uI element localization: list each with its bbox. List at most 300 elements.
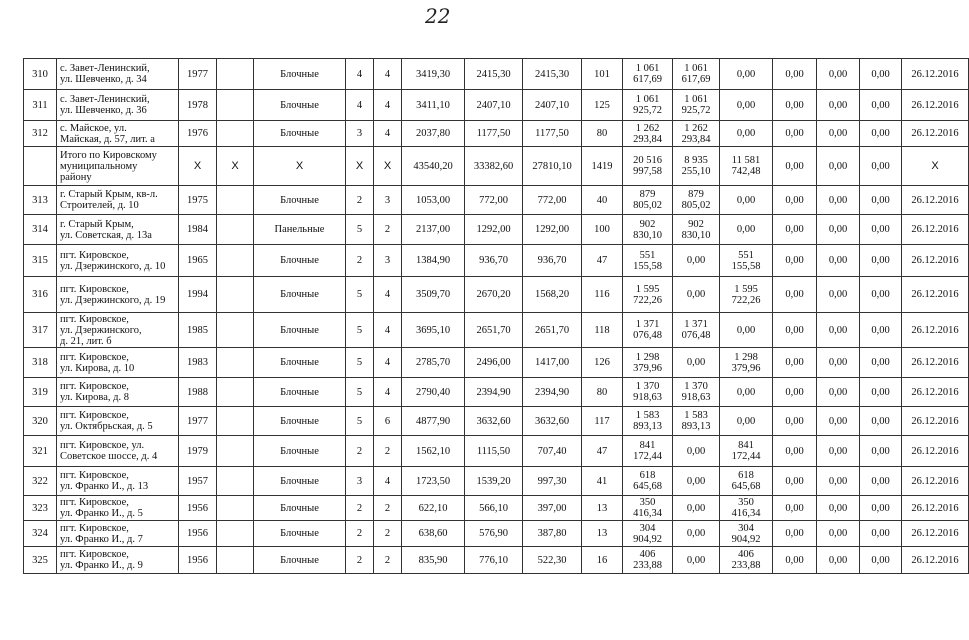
cell-material — [254, 59, 346, 90]
cell-year-value: 1965 — [187, 255, 208, 266]
cell-fund-1 — [673, 90, 720, 121]
cell-fund-3-value: 0,00 — [785, 475, 804, 487]
cell-total-area-value: 1562,10 — [415, 445, 451, 457]
cell-fund-3 — [773, 407, 817, 436]
cell-year-value: 1956 — [187, 502, 208, 514]
cell-residential-area — [523, 277, 582, 313]
cell-fund-2-line: 0,00 — [736, 99, 756, 111]
cell-year — [179, 186, 217, 215]
cell-entrances-value: 4 — [384, 289, 391, 300]
cell-floors — [346, 467, 374, 496]
cell-fund-5 — [860, 378, 902, 407]
cell-total-area — [402, 378, 465, 407]
cell-fund-3 — [773, 378, 817, 407]
cell-address — [57, 378, 179, 407]
cell-fund-1-line: 076,48 — [681, 330, 711, 341]
cell-empty — [217, 313, 254, 348]
cell-fund-4-value: 0,00 — [828, 475, 848, 487]
cell-number — [24, 547, 57, 574]
cell-date — [902, 90, 969, 121]
cell-entrances-value: 4 — [384, 324, 391, 336]
cell-entrances — [374, 245, 402, 277]
cell-total-area-value: 3695,10 — [415, 324, 451, 336]
cell-cost-line: 997,58 — [633, 166, 662, 177]
cell-year — [179, 348, 217, 378]
cell-address-line: району — [60, 171, 92, 183]
cell-residential-area-value: 522,30 — [537, 554, 567, 566]
cell-date — [902, 407, 969, 436]
cell-cost — [623, 436, 673, 467]
cell-material-value: X — [295, 159, 304, 172]
cell-living-area — [465, 147, 523, 186]
cell-address-line: с. Завет-Ленинский, — [60, 63, 150, 74]
cell-fund-3-value: 0,00 — [785, 99, 804, 111]
cell-material-value: Блочные — [280, 386, 319, 398]
cell-address — [57, 436, 179, 467]
cell-cost-line: 1 595 — [635, 283, 660, 295]
cell-year — [179, 496, 217, 521]
cell-empty — [217, 245, 254, 277]
cell-date — [902, 277, 969, 313]
cell-number-value: 317 — [32, 324, 48, 336]
cell-fund-2-line: 0,00 — [736, 224, 756, 235]
cell-residents — [582, 215, 623, 245]
cell-fund-1 — [673, 186, 720, 215]
cell-cost — [623, 90, 673, 121]
cell-residential-area — [523, 121, 582, 147]
cell-number — [24, 407, 57, 436]
cell-date — [902, 313, 969, 348]
cell-fund-2 — [720, 59, 773, 90]
cell-cost-line: 617,69 — [633, 74, 662, 85]
cell-address-line: пгт. Кировское, — [60, 470, 129, 481]
cell-address-line: ул. Франко И., д. 9 — [60, 560, 143, 571]
cell-number-value: 313 — [32, 194, 48, 206]
cell-material — [254, 277, 346, 313]
cell-address — [57, 467, 179, 496]
cell-fund-4-value: 0,00 — [828, 445, 848, 457]
cell-fund-3-value: 0,00 — [785, 528, 804, 539]
table-row — [24, 348, 969, 378]
table-row — [24, 215, 969, 245]
cell-residents-value: 40 — [596, 194, 608, 206]
cell-cost-line: 879 — [639, 189, 656, 200]
cell-residential-area — [523, 313, 582, 348]
table-row — [24, 186, 969, 215]
cell-fund-3-value: 0,00 — [785, 160, 804, 172]
cell-date — [902, 121, 969, 147]
cell-empty — [217, 186, 254, 215]
cell-fund-4 — [817, 348, 860, 378]
cell-entrances-value: 4 — [384, 386, 391, 398]
cell-date-value: 26.12.2016 — [911, 194, 959, 206]
cell-fund-2 — [720, 467, 773, 496]
cell-cost — [623, 147, 673, 186]
cell-address — [57, 186, 179, 215]
cell-year-value: 1978 — [187, 99, 208, 111]
cell-fund-5 — [860, 313, 902, 348]
cell-empty — [217, 121, 254, 147]
cell-cost — [623, 407, 673, 436]
cell-fund-1 — [673, 121, 720, 147]
cell-residential-area — [523, 407, 582, 436]
cell-floors-value: 3 — [356, 475, 363, 487]
cell-entrances-value: 4 — [384, 357, 391, 368]
cell-number — [24, 313, 57, 348]
cell-fund-2 — [720, 90, 773, 121]
cell-fund-1 — [673, 215, 720, 245]
cell-fund-4-value: 0,00 — [828, 289, 848, 300]
cell-fund-4 — [817, 521, 860, 547]
cell-fund-3 — [773, 496, 817, 521]
cell-number — [24, 245, 57, 277]
cell-number — [24, 496, 57, 521]
cell-fund-1 — [673, 467, 720, 496]
cell-year — [179, 467, 217, 496]
cell-residential-area-value: 936,70 — [537, 255, 567, 266]
cell-fund-5 — [860, 521, 902, 547]
cell-fund-1-line: 1 061 — [684, 63, 708, 74]
cell-residents — [582, 407, 623, 436]
cell-fund-5 — [860, 496, 902, 521]
cell-fund-5 — [860, 121, 902, 147]
cell-address-line: ул. Кирова, д. 8 — [60, 392, 129, 403]
cell-entrances — [374, 378, 402, 407]
cell-total-area — [402, 436, 465, 467]
cell-year-value: 1988 — [187, 386, 208, 398]
cell-year-value: 1977 — [187, 415, 208, 427]
cell-date-value: 26.12.2016 — [911, 415, 959, 427]
cell-fund-3-value: 0,00 — [785, 255, 804, 266]
cell-residential-area-value: 2415,30 — [534, 68, 570, 80]
cell-fund-5-value: 0,00 — [871, 224, 890, 235]
cell-date — [902, 521, 969, 547]
cell-total-area-value: 3411,10 — [416, 99, 450, 111]
cell-empty-value: X — [231, 159, 239, 172]
cell-cost-line: 1 262 — [635, 122, 660, 134]
cell-fund-3-value: 0,00 — [785, 324, 804, 336]
cell-fund-2 — [720, 121, 773, 147]
cell-year-value: 1976 — [187, 128, 208, 139]
table-row — [24, 407, 969, 436]
cell-address-line: пгт. Кировское, — [60, 410, 129, 421]
cell-fund-1-line: 0,00 — [686, 357, 706, 368]
cell-address — [57, 121, 179, 147]
cell-material — [254, 436, 346, 467]
cell-fund-5 — [860, 90, 902, 121]
cell-residential-area — [523, 547, 582, 574]
cell-living-area — [465, 407, 523, 436]
cell-floors-value: 2 — [356, 528, 363, 539]
cell-floors-value: 5 — [356, 386, 363, 398]
cell-date-value: 26.12.2016 — [911, 554, 959, 566]
cell-material — [254, 186, 346, 215]
cell-floors-value: 2 — [356, 554, 363, 566]
cell-floors — [346, 186, 374, 215]
cell-fund-5 — [860, 436, 902, 467]
cell-year — [179, 215, 217, 245]
cell-year-value: 1979 — [187, 445, 208, 457]
cell-fund-5 — [860, 547, 902, 574]
cell-floors-value: 2 — [356, 445, 363, 457]
cell-number-value: 319 — [32, 386, 48, 398]
cell-fund-1-line: 0,00 — [686, 255, 706, 266]
cell-residents-value: 118 — [594, 324, 610, 336]
cell-cost-line: 902 — [639, 218, 656, 230]
cell-entrances — [374, 547, 402, 574]
cell-entrances — [374, 147, 402, 186]
cell-empty — [217, 521, 254, 547]
table-row — [24, 59, 969, 90]
cell-fund-5-value: 0,00 — [871, 554, 890, 566]
cell-residents-value: 13 — [596, 502, 608, 514]
cell-address-line: пгт. Кировское, — [60, 249, 129, 261]
cell-fund-1 — [673, 245, 720, 277]
cell-floors-value: 5 — [356, 224, 363, 235]
cell-material-value: Блочные — [280, 415, 319, 427]
cell-date — [902, 147, 969, 186]
table-row — [24, 496, 969, 521]
cell-fund-1-line: 0,00 — [686, 554, 706, 566]
cell-living-area-value: 1292,00 — [476, 224, 511, 235]
cell-total-area — [402, 313, 465, 348]
cell-entrances-value: 2 — [384, 445, 391, 457]
cell-address-line: пгт. Кировское, — [60, 381, 129, 392]
cell-number-value: 310 — [32, 68, 48, 80]
cell-year — [179, 90, 217, 121]
cell-fund-1 — [673, 496, 720, 521]
cell-address-line: пгт. Кировское, — [60, 549, 129, 560]
cell-fund-1-line: 0,00 — [686, 289, 706, 300]
cell-number — [24, 59, 57, 90]
cell-material — [254, 121, 346, 147]
cell-date-value: 26.12.2016 — [911, 528, 959, 539]
cell-total-area-value: 622,10 — [418, 502, 448, 514]
cell-fund-2-line: 416,34 — [731, 508, 761, 519]
cell-fund-2-line: 0,00 — [736, 194, 756, 206]
cell-residential-area — [523, 215, 582, 245]
cell-material — [254, 147, 346, 186]
cell-fund-2-line: 350 — [738, 497, 754, 508]
cell-entrances — [374, 186, 402, 215]
cell-fund-5 — [860, 147, 902, 186]
cell-date-value: 26.12.2016 — [911, 502, 959, 514]
cell-fund-2-line: 841 — [738, 440, 754, 451]
cell-cost-line: 918,63 — [633, 392, 662, 403]
cell-floors — [346, 496, 374, 521]
table-row — [24, 121, 969, 147]
cell-fund-4 — [817, 407, 860, 436]
cell-fund-4-value: 0,00 — [828, 255, 848, 266]
cell-address-line: муниципальному — [60, 160, 138, 172]
cell-cost-line: 618 — [639, 470, 656, 481]
cell-material — [254, 521, 346, 547]
cell-address-line: ул. Дзержинского, — [60, 324, 142, 336]
cell-cost-line: 416,34 — [633, 508, 662, 519]
cell-residential-area — [523, 467, 582, 496]
cell-fund-2-line: 0,00 — [736, 128, 756, 139]
cell-entrances-value: 3 — [384, 194, 391, 206]
cell-fund-2-line: 742,48 — [731, 166, 761, 177]
cell-fund-4 — [817, 378, 860, 407]
cell-total-area — [402, 186, 465, 215]
cell-cost-line: 1 371 — [635, 319, 660, 330]
cell-fund-4-value: 0,00 — [828, 224, 848, 235]
cell-entrances — [374, 90, 402, 121]
cell-empty — [217, 215, 254, 245]
cell-year-value: 1984 — [187, 224, 208, 235]
cell-material-value: Блочные — [280, 445, 319, 457]
cell-address-line: ул. Дзержинского, д. 19 — [60, 294, 166, 306]
cell-fund-1-line: 293,84 — [681, 133, 711, 145]
cell-material-value: Блочные — [280, 502, 319, 514]
cell-material-value: Блочные — [280, 475, 319, 487]
cell-year — [179, 378, 217, 407]
cell-cost-line: 841 — [639, 440, 656, 451]
cell-year-value: 1956 — [187, 528, 208, 539]
cell-residential-area-value: 2407,10 — [534, 99, 570, 111]
cell-fund-4 — [817, 496, 860, 521]
cell-fund-4 — [817, 186, 860, 215]
cell-living-area-value: 2496,00 — [476, 357, 511, 368]
cell-fund-4-value: 0,00 — [828, 128, 848, 139]
cell-date — [902, 547, 969, 574]
cell-total-area — [402, 547, 465, 574]
cell-fund-1-line: 8 935 — [684, 155, 708, 166]
cell-cost-line: 722,26 — [633, 294, 662, 306]
cell-number — [24, 147, 57, 186]
cell-living-area — [465, 121, 523, 147]
cell-fund-1-line: 0,00 — [686, 445, 706, 457]
cell-address-line: с. Майское, ул. — [60, 122, 127, 134]
cell-residential-area-value: 387,80 — [537, 528, 567, 539]
cell-address — [57, 215, 179, 245]
cell-residential-area-value: 3632,60 — [534, 415, 570, 427]
cell-entrances — [374, 59, 402, 90]
cell-total-area-value: 1053,00 — [415, 194, 451, 206]
cell-year — [179, 407, 217, 436]
cell-fund-3-value: 0,00 — [785, 289, 804, 300]
cell-residential-area — [523, 147, 582, 186]
cell-year-value: 1985 — [187, 324, 208, 336]
cell-cost — [623, 215, 673, 245]
cell-residential-area-value: 1177,50 — [535, 128, 569, 139]
cell-fund-2 — [720, 521, 773, 547]
cell-fund-3 — [773, 521, 817, 547]
cell-material-value: Блочные — [280, 289, 319, 300]
cell-fund-3 — [773, 59, 817, 90]
cell-residential-area-value: 397,00 — [537, 502, 567, 514]
cell-fund-2 — [720, 378, 773, 407]
cell-fund-2 — [720, 147, 773, 186]
cell-date — [902, 436, 969, 467]
cell-fund-1-line: 1 262 — [684, 122, 708, 134]
cell-fund-1-line: 1 061 — [684, 94, 708, 105]
cell-residents-value: 125 — [594, 99, 610, 111]
cell-number — [24, 121, 57, 147]
cell-material-value: Панельные — [274, 224, 325, 235]
cell-number — [24, 186, 57, 215]
cell-floors-value: 5 — [356, 357, 363, 368]
cell-residential-area-value: 27810,10 — [532, 160, 572, 172]
cell-fund-2 — [720, 186, 773, 215]
cell-fund-4 — [817, 436, 860, 467]
cell-fund-4 — [817, 121, 860, 147]
cell-residential-area — [523, 521, 582, 547]
cell-fund-5 — [860, 245, 902, 277]
cell-date-value: 26.12.2016 — [911, 224, 959, 235]
cell-fund-1-line: 902 — [688, 218, 704, 230]
cell-fund-3-value: 0,00 — [785, 445, 804, 457]
cell-year — [179, 547, 217, 574]
cell-total-area — [402, 496, 465, 521]
cell-fund-3-value: 0,00 — [785, 128, 804, 139]
cell-fund-1-line: 617,69 — [681, 74, 711, 85]
cell-cost-line: 893,13 — [633, 421, 662, 432]
cell-fund-3 — [773, 121, 817, 147]
cell-fund-3-value: 0,00 — [785, 194, 804, 206]
cell-fund-5 — [860, 59, 902, 90]
cell-residential-area-value: 1568,20 — [534, 289, 570, 300]
cell-residents-value: 100 — [594, 224, 610, 235]
cell-year-value: 1994 — [187, 289, 208, 300]
cell-date — [902, 186, 969, 215]
cell-fund-1 — [673, 147, 720, 186]
cell-fund-3 — [773, 467, 817, 496]
cell-material — [254, 496, 346, 521]
cell-address — [57, 313, 179, 348]
cell-address-line: Итого по Кировскому — [60, 149, 157, 161]
cell-residential-area-value: 707,40 — [537, 445, 567, 457]
table-row — [24, 467, 969, 496]
cell-cost-line: 304 — [639, 522, 656, 534]
cell-entrances-value: X — [383, 159, 392, 172]
cell-date — [902, 496, 969, 521]
cell-total-area-value: 2790,40 — [415, 386, 451, 398]
cell-living-area — [465, 378, 523, 407]
cell-address-line: ул. Советская, д. 13а — [60, 229, 152, 241]
cell-residents-value: 101 — [594, 68, 610, 80]
cell-floors-value: X — [355, 159, 364, 172]
cell-fund-1-line: 1 583 — [684, 410, 708, 421]
cell-address-line: ул. Дзержинского, д. 10 — [60, 260, 166, 272]
cell-living-area — [465, 215, 523, 245]
cell-fund-5-value: 0,00 — [871, 99, 890, 111]
cell-fund-4 — [817, 547, 860, 574]
cell-number — [24, 521, 57, 547]
cell-material-value: Блочные — [280, 128, 319, 139]
cell-floors-value: 5 — [356, 415, 363, 427]
cell-cost — [623, 186, 673, 215]
cell-date-value: 26.12.2016 — [911, 386, 959, 398]
cell-fund-3-value: 0,00 — [785, 502, 804, 514]
cell-address — [57, 547, 179, 574]
cell-material — [254, 407, 346, 436]
cell-cost — [623, 547, 673, 574]
cell-material-value: Блочные — [280, 68, 319, 80]
cell-floors-value: 2 — [356, 255, 363, 266]
cell-cost-line: 233,88 — [633, 560, 662, 571]
cell-material-value: Блочные — [280, 194, 319, 206]
cell-fund-5-value: 0,00 — [871, 415, 890, 427]
cell-cost — [623, 378, 673, 407]
cell-residential-area-value: 1417,00 — [534, 357, 570, 368]
cell-fund-3 — [773, 547, 817, 574]
table-row — [24, 436, 969, 467]
cell-total-area-value: 1384,90 — [415, 255, 451, 266]
cell-entrances-value: 2 — [384, 528, 391, 539]
cell-address-line: Строителей, д. 10 — [60, 200, 139, 211]
